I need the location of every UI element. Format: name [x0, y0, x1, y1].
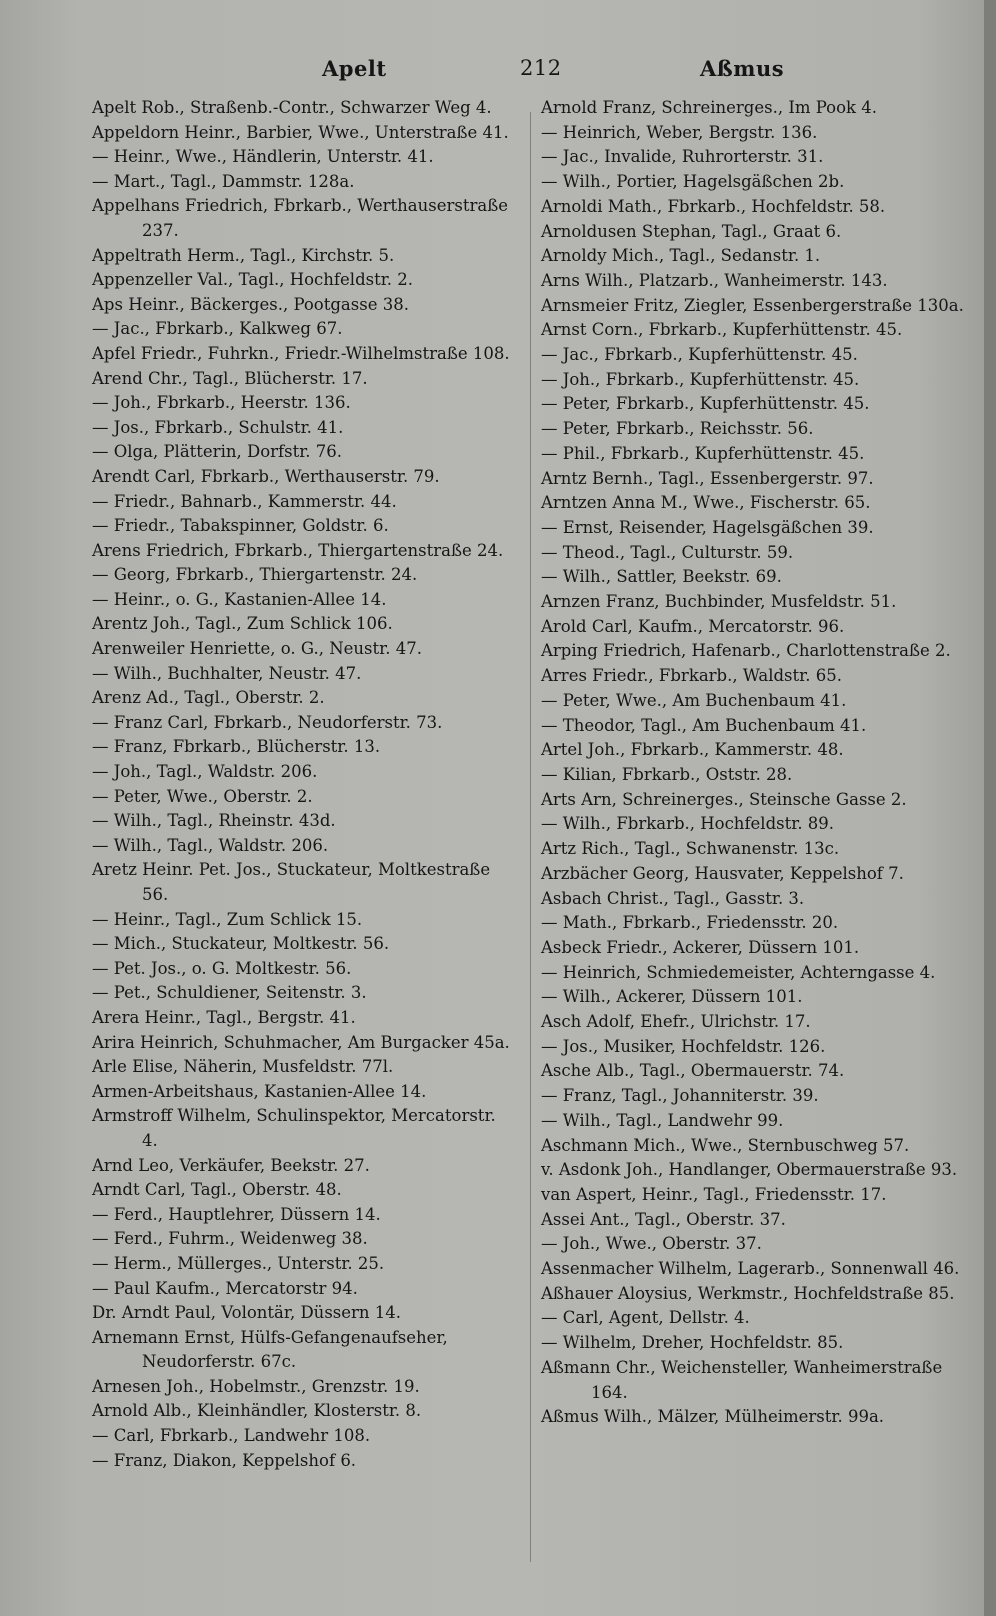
directory-entry: — Franz, Fbrkarb., Blücherstr. 13.	[92, 737, 381, 757]
directory-entry: Arenweiler Henriette, o. G., Neustr. 47.	[92, 639, 422, 659]
directory-entry: Arnd Leo, Verkäufer, Beekstr. 27.	[92, 1155, 370, 1175]
directory-entry: Arira Heinrich, Schuhmacher, Am Burgacker 45a.	[92, 1032, 510, 1052]
directory-entry: Aps Heinr., Bäckerges., Pootgasse 38.	[92, 294, 409, 314]
directory-entry: — Wilh., Fbrkarb., Hochfeldstr. 89.	[541, 814, 835, 834]
directory-entry: Arzbächer Georg, Hausvater, Keppelshof 7.	[541, 863, 904, 883]
directory-entry: Arnesen Joh., Hobelmstr., Grenzstr. 19.	[92, 1376, 420, 1396]
directory-entry: Appelhans Friedrich, Fbrkarb., Werthauserstraße 237.	[92, 196, 508, 240]
directory-entry: — Joh., Wwe., Oberstr. 37.	[541, 1234, 762, 1254]
left-column	[92, 96, 512, 1473]
directory-entry: — Friedr., Bahnarb., Kammerstr. 44.	[92, 491, 397, 511]
directory-entry: — Jac., Invalide, Ruhrorterstr. 31.	[541, 147, 824, 167]
directory-entry: Asch Adolf, Ehefr., Ulrichstr. 17.	[541, 1012, 811, 1032]
directory-entry: — Franz, Diakon, Keppelshof 6.	[92, 1450, 357, 1470]
directory-entry: — Carl, Agent, Dellstr. 4.	[541, 1308, 750, 1328]
directory-entry: Apelt Rob., Straßenb.-Contr., Schwarzer Weg 4.	[92, 98, 492, 117]
directory-entry: Assenmacher Wilhelm, Lagerarb., Sonnenwall 46.	[541, 1259, 960, 1279]
right-column	[541, 96, 981, 1430]
directory-entry: Arnoldusen Stephan, Tagl., Graat 6.	[541, 221, 842, 241]
directory-entry: — Heinr., Wwe., Händlerin, Unterstr. 41.	[92, 147, 434, 167]
directory-entry: Armstroff Wilhelm, Schulinspektor, Mercatorstr. 4.	[92, 1106, 496, 1150]
directory-entry: — Franz, Tagl., Johanniterstr. 39.	[541, 1086, 819, 1106]
directory-entry: — Wilh., Portier, Hagelsgäßchen 2b.	[541, 172, 845, 192]
directory-entry: — Joh., Fbrkarb., Kupferhüttenstr. 45.	[541, 369, 860, 389]
directory-entry: v. Asdonk Joh., Handlanger, Obermauerstraße 93.	[541, 1160, 958, 1180]
directory-entry: — Jac., Fbrkarb., Kupferhüttenstr. 45.	[541, 345, 858, 365]
directory-entry: Arold Carl, Kaufm., Mercatorstr. 96.	[541, 616, 845, 636]
directory-entry: Artel Joh., Fbrkarb., Kammerstr. 48.	[541, 740, 844, 760]
directory-entry: — Ferd., Hauptlehrer, Düssern 14.	[92, 1204, 381, 1224]
directory-entry: — Peter, Wwe., Oberstr. 2.	[92, 786, 313, 806]
directory-entry: — Phil., Fbrkarb., Kupferhüttenstr. 45.	[541, 443, 865, 463]
running-head-right: Aßmus	[700, 56, 785, 81]
directory-entry: Arenz Ad., Tagl., Oberstr. 2.	[92, 688, 325, 708]
column-divider	[530, 112, 531, 1562]
directory-entry: Arnold Franz, Schreinerges., Im Pook 4.	[541, 98, 878, 117]
directory-entry: Arera Heinr., Tagl., Bergstr. 41.	[92, 1007, 356, 1027]
directory-entry: Aßmann Chr., Weichensteller, Wanheimerstraße 164.	[541, 1357, 943, 1402]
directory-entry: Aretz Heinr. Pet. Jos., Stuckateur, Moltkestraße 56.	[92, 860, 491, 904]
directory-entry: Appeltrath Herm., Tagl., Kirchstr. 5.	[92, 245, 395, 265]
directory-entry: Arentz Joh., Tagl., Zum Schlick 106.	[92, 614, 393, 634]
page-edge	[984, 0, 996, 1616]
directory-entry: van Aspert, Heinr., Tagl., Friedensstr. 17.	[541, 1184, 887, 1204]
directory-entry: Arnst Corn., Fbrkarb., Kupferhüttenstr. 45.	[541, 320, 903, 340]
directory-entry: Aßhauer Aloysius, Werkmstr., Hochfeldstraße 85.	[541, 1283, 955, 1303]
directory-entry: Appeldorn Heinr., Barbier, Wwe., Unterstraße 41.	[92, 122, 509, 142]
directory-entry: Apfel Friedr., Fuhrkn., Friedr.-Wilhelmstraße 108.	[92, 343, 510, 363]
directory-entry: Asche Alb., Tagl., Obermauerstr. 74.	[541, 1061, 845, 1081]
directory-entry: — Heinrich, Weber, Bergstr. 136.	[541, 122, 818, 142]
directory-entry: — Ferd., Fuhrm., Weidenweg 38.	[92, 1229, 368, 1249]
directory-entry: — Heinr., o. G., Kastanien-Allee 14.	[92, 589, 387, 609]
directory-entry: — Jac., Fbrkarb., Kalkweg 67.	[92, 319, 343, 339]
directory-entry: Asbach Christ., Tagl., Gasstr. 3.	[541, 888, 805, 908]
directory-entry: Arntz Bernh., Tagl., Essenbergerstr. 97.	[541, 468, 874, 488]
directory-entry: — Math., Fbrkarb., Friedensstr. 20.	[541, 913, 839, 933]
directory-entry: — Paul Kaufm., Mercatorstr 94.	[92, 1278, 358, 1298]
directory-entry: — Joh., Fbrkarb., Heerstr. 136.	[92, 393, 351, 413]
directory-entry: — Wilh., Tagl., Rheinstr. 43d.	[92, 811, 336, 831]
directory-entry: Arping Friedrich, Hafenarb., Charlottenstraße 2.	[541, 641, 951, 661]
directory-entry: — Theod., Tagl., Culturstr. 59.	[541, 542, 794, 562]
directory-entry: Asbeck Friedr., Ackerer, Düssern 101.	[541, 937, 860, 957]
directory-entry: Arres Friedr., Fbrkarb., Waldstr. 65.	[541, 666, 842, 686]
directory-entry: — Mart., Tagl., Dammstr. 128a.	[92, 171, 355, 191]
directory-entry: — Pet., Schuldiener, Seitenstr. 3.	[92, 983, 367, 1003]
running-head-left: Apelt	[322, 56, 387, 81]
directory-entry: — Mich., Stuckateur, Moltkestr. 56.	[92, 934, 390, 954]
directory-entry: — Wilh., Buchhalter, Neustr. 47.	[92, 663, 362, 683]
directory-entry: — Theodor, Tagl., Am Buchenbaum 41.	[541, 715, 867, 735]
directory-entry: Assei Ant., Tagl., Oberstr. 37.	[541, 1209, 786, 1229]
directory-entry: Arendt Carl, Fbrkarb., Werthauserstr. 79.	[92, 466, 440, 486]
directory-entry: — Peter, Wwe., Am Buchenbaum 41.	[541, 690, 847, 710]
directory-entry: — Franz Carl, Fbrkarb., Neudorferstr. 73.	[92, 712, 443, 732]
directory-entry: — Joh., Tagl., Waldstr. 206.	[92, 762, 318, 782]
directory-entry: Dr. Arndt Paul, Volontär, Düssern 14.	[92, 1303, 402, 1323]
directory-entry: — Herm., Müllerges., Unterstr. 25.	[92, 1253, 385, 1273]
directory-entry: Appenzeller Val., Tagl., Hochfeldstr. 2.	[92, 270, 414, 290]
directory-entry: Arend Chr., Tagl., Blücherstr. 17.	[92, 368, 368, 388]
directory-entry: — Wilh., Sattler, Beekstr. 69.	[541, 567, 782, 587]
directory-entry: Aßmus Wilh., Mälzer, Mülheimerstr. 99a.	[541, 1407, 885, 1427]
directory-entry: Arnemann Ernst, Hülfs-Gefangenaufseher, Neudorferstr. 67c.	[92, 1327, 448, 1372]
directory-entry: Arts Arn, Schreinerges., Steinsche Gasse 2.	[541, 789, 907, 809]
directory-entry: Arnold Alb., Kleinhändler, Klosterstr. 8.	[92, 1401, 422, 1421]
directory-entry: — Peter, Fbrkarb., Kupferhüttenstr. 45.	[541, 394, 870, 414]
directory-entry: — Pet. Jos., o. G. Moltkestr. 56.	[92, 958, 352, 978]
directory-entry: Arndt Carl, Tagl., Oberstr. 48.	[92, 1180, 342, 1200]
directory-entry: Artz Rich., Tagl., Schwanenstr. 13c.	[541, 839, 840, 859]
directory-entry: Arnoldi Math., Fbrkarb., Hochfeldstr. 58.	[541, 196, 886, 216]
directory-entry: — Wilh., Tagl., Waldstr. 206.	[92, 835, 329, 855]
directory-entry: — Friedr., Tabakspinner, Goldstr. 6.	[92, 516, 389, 536]
directory-entry: Arens Friedrich, Fbrkarb., Thiergartenstraße 24.	[92, 540, 504, 560]
directory-entry: — Ernst, Reisender, Hagelsgäßchen 39.	[541, 517, 874, 537]
directory-entry: — Wilh., Tagl., Landwehr 99.	[541, 1110, 784, 1130]
directory-entry: Arnzen Franz, Buchbinder, Musfeldstr. 51.	[541, 592, 897, 612]
directory-entry: — Heinrich, Schmiedemeister, Achterngasse 4.	[541, 962, 936, 982]
directory-entry: Arnoldy Mich., Tagl., Sedanstr. 1.	[541, 246, 821, 266]
directory-entry: — Olga, Plätterin, Dorfstr. 76.	[92, 442, 343, 462]
directory-entry: — Heinr., Tagl., Zum Schlick 15.	[92, 909, 363, 929]
directory-entry: Arnsmeier Fritz, Ziegler, Essenbergerstraße 130a.	[541, 295, 964, 315]
directory-entry: Aschmann Mich., Wwe., Sternbuschweg 57.	[541, 1135, 910, 1155]
directory-entry: — Kilian, Fbrkarb., Oststr. 28.	[541, 764, 793, 784]
directory-entry: — Jos., Fbrkarb., Schulstr. 41.	[92, 417, 344, 437]
directory-entry: — Jos., Musiker, Hochfeldstr. 126.	[541, 1036, 826, 1056]
directory-entry: Arle Elise, Näherin, Musfeldstr. 77l.	[92, 1057, 394, 1077]
directory-entry: Arns Wilh., Platzarb., Wanheimerstr. 143.	[541, 270, 888, 290]
directory-entry: — Peter, Fbrkarb., Reichsstr. 56.	[541, 419, 814, 439]
directory-entry: — Carl, Fbrkarb., Landwehr 108.	[92, 1426, 371, 1446]
directory-entry: — Wilh., Ackerer, Düssern 101.	[541, 987, 803, 1007]
directory-entry: Arntzen Anna M., Wwe., Fischerstr. 65.	[541, 493, 871, 513]
page-number: 212	[520, 56, 562, 80]
directory-entry: Armen-Arbeitshaus, Kastanien-Allee 14.	[92, 1081, 427, 1101]
directory-entry: — Georg, Fbrkarb., Thiergartenstr. 24.	[92, 565, 418, 585]
directory-entry: — Wilhelm, Dreher, Hochfeldstr. 85.	[541, 1333, 844, 1353]
